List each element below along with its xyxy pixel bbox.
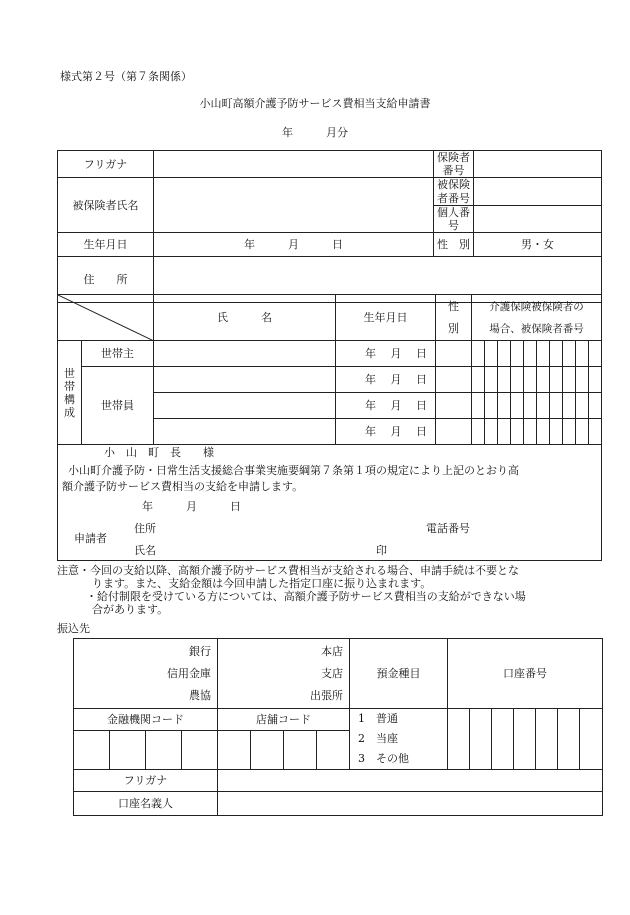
- gender-column-header: 性 別: [436, 295, 472, 341]
- gender-label: 性 別: [434, 233, 474, 257]
- insured-name-label: 被保険者氏名: [58, 178, 154, 233]
- household-member-care-number[interactable]: [472, 393, 602, 419]
- furigana-label: フリガナ: [58, 151, 154, 178]
- institution-code-label: 金融機関コード: [74, 709, 218, 731]
- account-digit[interactable]: [492, 709, 514, 770]
- year-month: 年 月分: [282, 126, 348, 139]
- furigana-field[interactable]: [154, 151, 434, 178]
- institution-code-digit[interactable]: [110, 731, 146, 770]
- form-number: 様式第２号（第７条関係）: [60, 70, 192, 83]
- institution-code-digit[interactable]: [74, 731, 110, 770]
- declaration-box: [57, 440, 602, 561]
- account-holder-label: 口座名義人: [74, 792, 218, 816]
- note-line-2: ります。また、支給金額は今回申請した指定口座に振り込まれます。: [92, 577, 432, 590]
- household-member-name[interactable]: [154, 393, 336, 419]
- bank-table: [73, 638, 603, 816]
- household-member-birth[interactable]: 年 月 日: [336, 419, 436, 445]
- bank-furigana-label: フリガナ: [74, 770, 218, 792]
- insurer-number-label: 保険者番号: [434, 151, 474, 178]
- account-digit[interactable]: [448, 709, 470, 770]
- household-member-birth[interactable]: 年 月 日: [336, 393, 436, 419]
- applicant-address-label: 住所: [134, 522, 156, 535]
- household-table: [57, 294, 602, 445]
- account-digit[interactable]: [514, 709, 536, 770]
- bank-furigana-field[interactable]: [218, 770, 603, 792]
- household-head-name[interactable]: [154, 341, 336, 367]
- diagonal-cell: [58, 295, 154, 341]
- seal-label: 印: [376, 544, 387, 557]
- birth-label: 生年月日: [58, 233, 154, 257]
- care-number-column-header: 介護保険被保険者の 場合、被保険者番号: [472, 295, 602, 341]
- account-digit[interactable]: [470, 709, 492, 770]
- household-member-gender[interactable]: [436, 393, 472, 419]
- insured-number-field[interactable]: [474, 178, 602, 205]
- applicant-phone-label: 電話番号: [426, 522, 470, 535]
- branch-code-digit[interactable]: [218, 731, 251, 770]
- branch-code-digit[interactable]: [284, 731, 317, 770]
- note-line-3: ・給付制限を受けている方については、高額介護予防サービス費相当の支給ができない場: [86, 590, 526, 603]
- branch-type-cell[interactable]: 本店 支店 出張所: [218, 639, 350, 709]
- birth-field[interactable]: 年 月 日: [154, 233, 434, 257]
- household-head-label: 世帯主: [82, 341, 154, 367]
- name-column-header: 氏 名: [154, 295, 336, 341]
- institution-code-digit[interactable]: [146, 731, 182, 770]
- household-head-gender[interactable]: [436, 341, 472, 367]
- branch-code-label: 店舗コード: [218, 709, 350, 731]
- gender-field[interactable]: 男・女: [474, 233, 602, 257]
- declaration-date[interactable]: 年 月 日: [142, 500, 241, 513]
- bank-type-cell[interactable]: 銀行 信用金庫 農協: [74, 639, 218, 709]
- note-line-1: 注意・今回の支給以降、高額介護予防サービス費相当が支給される場合、申請手続は不要とな: [57, 564, 519, 577]
- account-digit[interactable]: [558, 709, 580, 770]
- branch-code-digit[interactable]: [317, 731, 350, 770]
- household-label: 世 帯 構 成: [58, 341, 82, 445]
- address-label: 住 所: [58, 257, 154, 303]
- addressee: 小 山 町 長 様: [104, 446, 214, 459]
- diagonal-line: [58, 295, 154, 341]
- household-member-name[interactable]: [154, 367, 336, 393]
- birth-column-header: 生年月日: [336, 295, 436, 341]
- household-member-gender[interactable]: [436, 367, 472, 393]
- deposit-type-options[interactable]: 1 普通 2 当座 3 その他: [350, 709, 448, 770]
- applicant-label: 申請者: [74, 532, 107, 545]
- branch-code-digit[interactable]: [251, 731, 284, 770]
- form-title: 小山町高額介護予防サービス費相当支給申請書: [199, 97, 431, 110]
- deposit-type-label: 預金種目: [350, 639, 448, 709]
- account-digit[interactable]: [580, 709, 603, 770]
- insured-name-field[interactable]: [154, 178, 434, 233]
- note-line-4: 合があります。: [92, 603, 169, 616]
- account-number-label: 口座番号: [448, 639, 603, 709]
- personal-number-label: 個人番号: [434, 205, 474, 232]
- bank-section-label: 振込先: [57, 622, 90, 635]
- household-head-birth[interactable]: 年 月 日: [336, 341, 436, 367]
- applicant-name-label: 氏名: [134, 544, 156, 557]
- personal-number-field[interactable]: [474, 205, 602, 232]
- household-member-care-number[interactable]: [472, 367, 602, 393]
- household-member-birth[interactable]: 年 月 日: [336, 367, 436, 393]
- household-head-care-number[interactable]: [472, 341, 602, 367]
- declaration-text-1: 小山町介護予防・日常生活支援総合事業実施要綱第７条第１項の規定により上記のとおり高: [68, 464, 519, 477]
- applicant-table: [57, 150, 602, 303]
- account-digit[interactable]: [536, 709, 558, 770]
- declaration-text-2: 額介護予防サービス費相当の支給を申請します。: [62, 480, 304, 493]
- account-holder-field[interactable]: [218, 792, 603, 816]
- institution-code-digit[interactable]: [182, 731, 218, 770]
- insured-number-label: 被保険者番号: [434, 178, 474, 205]
- household-member-label: 世帯員: [82, 367, 154, 445]
- insurer-number-field[interactable]: [474, 151, 602, 178]
